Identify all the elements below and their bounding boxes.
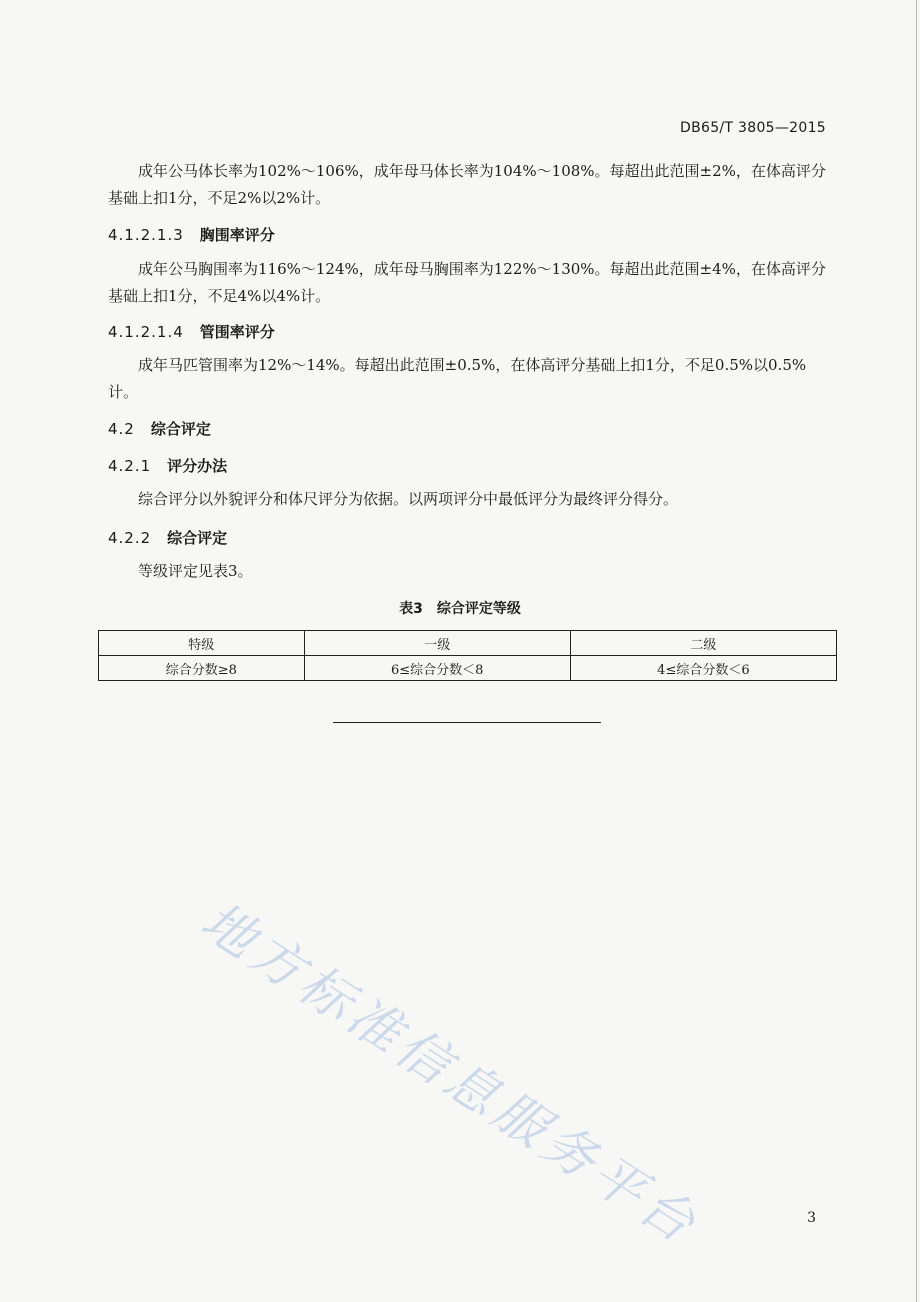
section-title: 综合评定: [150, 420, 211, 438]
heading-4-1-2-1-4: [108, 321, 275, 342]
section-number: 4.2.2: [108, 529, 152, 547]
heading-4-2-2: [108, 527, 227, 548]
section-title: 管围率评分: [199, 323, 275, 341]
heading-4-2-1: [108, 455, 227, 476]
table-cell: 综合分数≥8: [99, 656, 305, 681]
section-number: 4.1.2.1.4: [108, 323, 184, 341]
table-header-cell: 特级: [99, 631, 305, 656]
table-row: [99, 656, 837, 681]
end-of-document-rule: [333, 722, 601, 723]
scan-edge-line: [916, 0, 917, 1302]
paragraph-body-length-ratio: 成年公马体长率为102%～106%，成年母马体长率为104%～108%。每超出此范围±2%，在体高评分基础上扣1分，不足2%以2%计。: [108, 162, 826, 207]
section-number: 4.2.1: [108, 457, 152, 475]
table-cell: 4≤综合分数＜6: [570, 656, 836, 681]
table-cell: 6≤综合分数＜8: [304, 656, 570, 681]
section-title: 评分办法: [167, 457, 228, 475]
section-title: 胸围率评分: [199, 226, 275, 244]
paragraph-chest-ratio: 成年公马胸围率为116%～124%，成年母马胸围率为122%～130%。每超出此范围±4%，在体高评分基础上扣1分，不足4%以4%计。: [108, 260, 826, 305]
table-caption: 表3 综合评定等级: [399, 601, 521, 617]
table-header-cell: 一级: [304, 631, 570, 656]
grade-table: [98, 630, 837, 681]
section-title: 综合评定: [167, 529, 228, 547]
table-header-cell: 二级: [570, 631, 836, 656]
paragraph-scoring-method: 综合评分以外貌评分和体尺评分为依据。以两项评分中最低评分为最终评分得分。: [138, 490, 679, 508]
section-number: 4.2: [108, 420, 135, 438]
watermark: 地方标准信息服务平台: [190, 890, 710, 1258]
heading-4-2: [108, 418, 211, 439]
document-code: DB65/T 3805—2015: [680, 120, 826, 136]
page-number: 3: [807, 1210, 816, 1226]
paragraph-cannon-ratio: 成年马匹管围率为12%～14%。每超出此范围±0.5%，在体高评分基础上扣1分，不足0.5%以0.5%计。: [108, 356, 807, 401]
paragraph-grade-reference: 等级评定见表3。: [138, 562, 253, 580]
table-header-row: [99, 631, 837, 656]
section-number: 4.1.2.1.3: [108, 226, 184, 244]
heading-4-1-2-1-3: [108, 224, 275, 245]
